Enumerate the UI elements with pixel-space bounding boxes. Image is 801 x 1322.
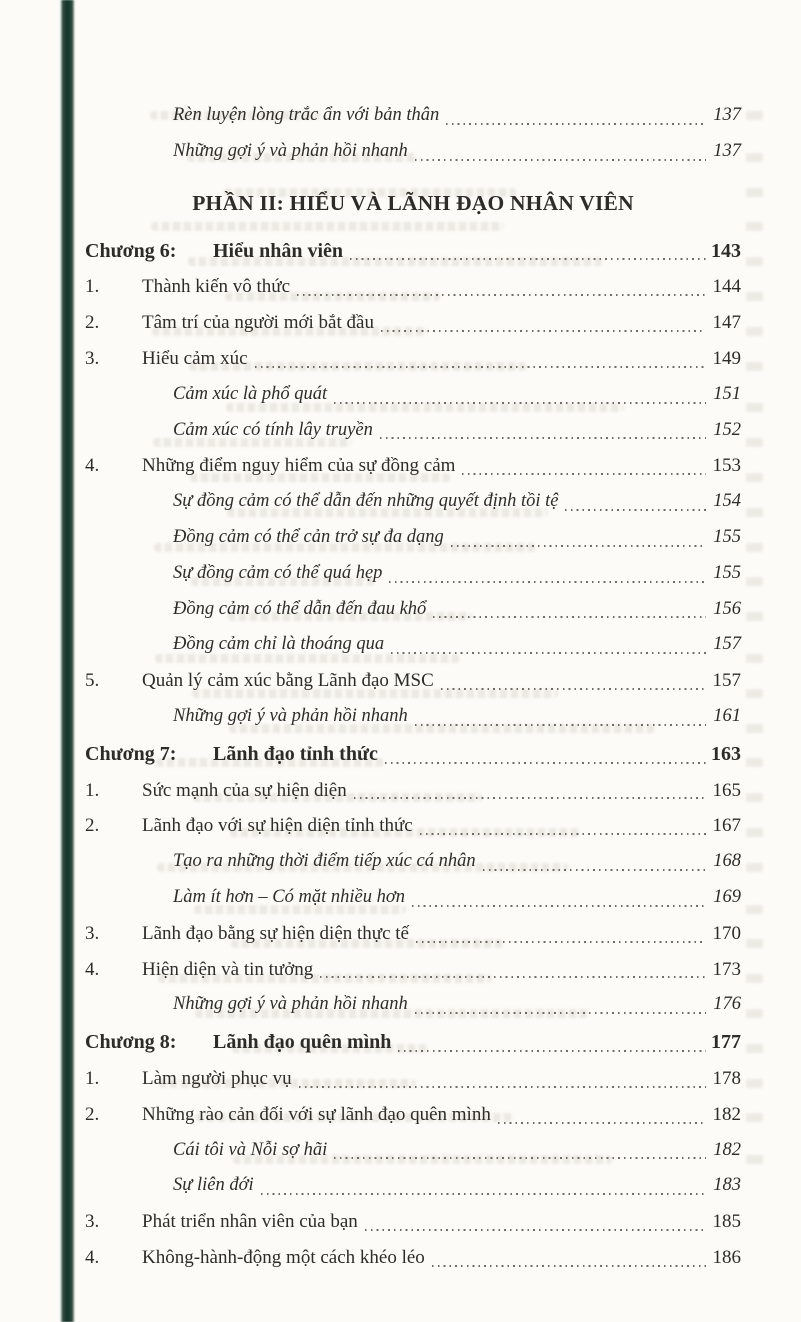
entry-title: Tâm trí của người mới bắt đầu [142, 312, 374, 334]
dot-leader [565, 509, 706, 511]
dot-leader [334, 402, 706, 404]
item-number: 3. [85, 347, 100, 369]
entry-title: Thành kiến vô thức [142, 276, 291, 298]
dot-leader [416, 941, 706, 943]
toc-item-row [85, 916, 741, 952]
item-number: 5. [85, 670, 100, 692]
bleed-through-number [746, 1113, 763, 1122]
page-number: 182 [712, 1103, 741, 1125]
entry-title: Làm người phục vụ [142, 1067, 292, 1089]
dot-leader [365, 1229, 706, 1231]
page-number: 169 [713, 886, 741, 907]
item-number: 1. [85, 779, 100, 801]
toc-item-row [85, 1204, 741, 1240]
entry-title: Hiểu nhân viên [213, 239, 344, 262]
bleed-through-number [746, 188, 763, 197]
bleed-through-number [746, 292, 763, 301]
entry-title: Phát triển nhân viên của bạn [142, 1211, 358, 1233]
dot-leader [462, 473, 706, 475]
entry-title: Những gợi ý và phản hồi nhanh [173, 140, 408, 161]
book-gutter-shadow [60, 0, 75, 1322]
page-number: 153 [712, 455, 741, 477]
page-number: 167 [712, 815, 741, 837]
bleed-through-number [746, 939, 763, 948]
entry-title: Những điểm nguy hiểm của sự đồng cảm [142, 455, 456, 477]
item-number: 1. [85, 276, 100, 298]
toc-subentry-row [85, 556, 741, 592]
page-number: 157 [712, 670, 741, 692]
bleed-through-number [746, 153, 763, 162]
bleed-through-number [746, 111, 763, 120]
page-number: 183 [713, 1175, 741, 1196]
toc-subentry-row [85, 484, 741, 520]
page-number: 177 [711, 1031, 741, 1054]
entry-title: Hiện diện và tin tưởng [142, 958, 314, 980]
dot-leader [389, 581, 706, 583]
page-number: 154 [713, 491, 741, 512]
dot-leader [483, 869, 706, 871]
item-number: 2. [85, 1103, 100, 1125]
toc-subentry-row [85, 1133, 741, 1169]
chapter-label: Chương 6: [85, 239, 177, 262]
bleed-through-number [746, 1009, 763, 1018]
dot-leader [432, 1265, 706, 1267]
item-number: 2. [85, 815, 100, 837]
entry-title: Cái tôi và Nỗi sợ hãi [173, 1139, 328, 1160]
toc-item-row [85, 773, 741, 809]
entry-title: Cảm xúc có tính lây truyền [173, 419, 373, 440]
bleed-through-number [746, 222, 763, 231]
toc-subentry-row [85, 98, 741, 134]
bleed-through-number [746, 793, 763, 802]
page-number: 161 [713, 705, 741, 726]
item-number: 4. [85, 958, 100, 980]
dot-leader [415, 724, 706, 726]
page-number: 170 [712, 922, 741, 944]
entry-title: Lãnh đạo quên mình [213, 1031, 392, 1054]
page-number: 155 [713, 562, 741, 583]
toc-subentry-row [85, 699, 741, 735]
toc-subentry-row [85, 987, 741, 1023]
bleed-through-number [746, 403, 763, 412]
dot-leader [451, 545, 706, 547]
dot-leader [420, 833, 706, 835]
bleed-through-number [746, 362, 763, 371]
bleed-through-number [746, 863, 763, 872]
toc-subentry-row [85, 413, 741, 449]
page-number: 137 [713, 105, 741, 125]
toc-item-row [85, 1240, 741, 1276]
dot-leader [299, 1086, 706, 1088]
bleed-through-number [746, 577, 763, 586]
bleed-through-number [746, 473, 763, 482]
bleed-through-number [746, 612, 763, 621]
dot-leader [391, 652, 706, 654]
page-number: 147 [712, 312, 741, 334]
toc-subentry-row [85, 377, 741, 413]
item-number: 4. [85, 455, 100, 477]
toc-subentry-row [85, 134, 741, 170]
item-number: 4. [85, 1246, 100, 1268]
bleed-through-number [746, 257, 763, 266]
toc-subentry-row [85, 880, 741, 916]
entry-title: Hiểu cảm xúc [142, 347, 248, 369]
dot-leader [498, 1122, 706, 1124]
entry-title: Lãnh đạo bằng sự hiện diện thực tế [142, 922, 409, 944]
bleed-through-number [746, 905, 763, 914]
item-number: 1. [85, 1067, 100, 1089]
bleed-through-number [746, 689, 763, 698]
page-number: 163 [711, 742, 741, 765]
dot-leader [255, 366, 706, 368]
dot-leader [415, 159, 706, 161]
bleed-through-number [746, 758, 763, 767]
dot-leader [412, 905, 706, 907]
item-number: 3. [85, 1211, 100, 1233]
toc-item-row [85, 1097, 741, 1133]
bleed-through-number [746, 438, 763, 447]
page-number: 155 [713, 526, 741, 547]
bleed-through-number [746, 508, 763, 517]
dot-leader [350, 258, 706, 260]
entry-title: Lãnh đạo với sự hiện diện tỉnh thức [142, 815, 413, 837]
entry-title: Quản lý cảm xúc bằng Lãnh đạo MSC [142, 670, 434, 692]
dot-leader [398, 1050, 706, 1052]
page-number: 151 [713, 383, 741, 404]
item-number: 2. [85, 312, 100, 334]
dot-leader [415, 1012, 706, 1014]
entry-title: Không-hành-động một cách khéo léo [142, 1246, 425, 1268]
bleed-through-number [746, 828, 763, 837]
toc-item-row [85, 808, 741, 844]
toc-item-row [85, 341, 741, 377]
page-number: 149 [712, 347, 741, 369]
dot-leader [446, 123, 706, 125]
toc-subentry-row [85, 520, 741, 556]
page-number: 144 [712, 276, 741, 298]
dot-leader [354, 797, 706, 799]
bleed-through-number [746, 654, 763, 663]
dot-leader [297, 294, 706, 296]
dot-leader [433, 616, 706, 618]
dot-leader [381, 330, 706, 332]
toc-chapter-row [85, 234, 741, 270]
entry-title: Những gợi ý và phản hồi nhanh [173, 705, 408, 726]
entry-title: Làm ít hơn – Có mặt nhiều hơn [173, 886, 405, 907]
bleed-through-number [746, 724, 763, 733]
bleed-through-number [746, 543, 763, 552]
toc-subentry-row [85, 592, 741, 628]
page-number: 165 [712, 779, 741, 801]
entry-title: Những rào cản đối với sự lãnh đạo quên mình [142, 1103, 491, 1125]
page-number: 152 [713, 419, 741, 440]
entry-title: Đồng cảm có thể cản trở sự đa dạng [173, 526, 444, 547]
item-number: 3. [85, 922, 100, 944]
entry-title: Rèn luyện lòng trắc ẩn với bản thân [173, 105, 440, 125]
entry-title: Những gợi ý và phản hồi nhanh [173, 994, 408, 1015]
page-number: 137 [713, 140, 741, 161]
page-number: 168 [713, 851, 741, 872]
table-of-contents [85, 98, 741, 1276]
page-number: 182 [713, 1139, 741, 1160]
page-number: 143 [711, 239, 741, 262]
toc-item-row [85, 663, 741, 699]
page-number: 176 [713, 994, 741, 1015]
entry-title: Đồng cảm có thể dẫn đến đau khổ [173, 598, 427, 619]
toc-item-row [85, 305, 741, 341]
entry-title: Sự liên đới [173, 1175, 254, 1196]
bleed-through-number [746, 327, 763, 336]
bleed-through-number [746, 1044, 763, 1053]
toc-subentry-row [85, 844, 741, 880]
toc-item-row [85, 269, 741, 305]
chapter-label: Chương 7: [85, 742, 177, 765]
toc-item-row [85, 1061, 741, 1097]
toc-item-row [85, 448, 741, 484]
entry-title: Sự đồng cảm có thể quá hẹp [173, 562, 383, 583]
part-heading [85, 188, 741, 218]
entry-title: Sự đồng cảm có thể dẫn đến những quyết định tồi tệ [173, 491, 559, 512]
dot-leader [441, 688, 706, 690]
page-number: 157 [713, 634, 741, 655]
toc-subentry-row [85, 627, 741, 663]
dot-leader [261, 1193, 706, 1195]
entry-title: Sức mạnh của sự hiện diện [142, 779, 347, 801]
dot-leader [380, 437, 706, 439]
dot-leader [320, 976, 706, 978]
bleed-through-number [746, 1079, 763, 1088]
page-number: 186 [712, 1246, 741, 1268]
entry-title: Cảm xúc là phổ quát [173, 383, 328, 404]
page-number: 173 [712, 958, 741, 980]
toc-item-row [85, 952, 741, 988]
entry-title: Lãnh đạo tỉnh thức [213, 742, 378, 765]
dot-leader [334, 1157, 706, 1159]
entry-title: Đồng cảm chỉ là thoáng qua [173, 634, 385, 655]
page-number: 185 [712, 1211, 741, 1233]
toc-chapter-row [85, 737, 741, 773]
toc-chapter-row [85, 1025, 741, 1061]
part-heading-text: PHẦN II: HIỂU VÀ LÃNH ĐẠO NHÂN VIÊN [192, 190, 634, 215]
page-number: 156 [713, 598, 741, 619]
entry-title: Tạo ra những thời điểm tiếp xúc cá nhân [173, 851, 476, 872]
bleed-through-number [746, 1155, 763, 1164]
chapter-label: Chương 8: [85, 1031, 177, 1054]
page-number: 178 [712, 1067, 741, 1089]
toc-subentry-row [85, 1168, 741, 1204]
bleed-through-number [746, 974, 763, 983]
dot-leader [385, 762, 706, 764]
